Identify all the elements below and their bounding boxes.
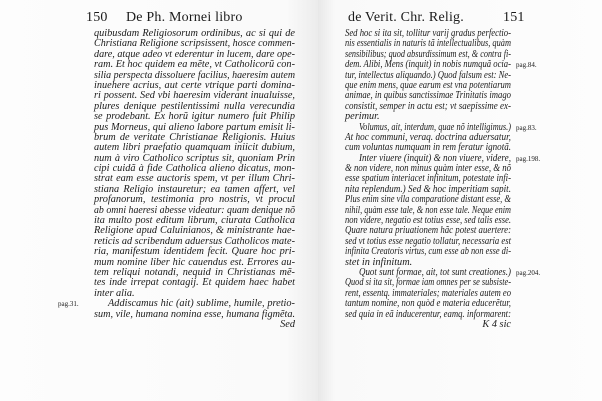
text-line-content: ria, manifestum identidem fecit. Quare hoc pri- [94,246,296,258]
text-line-content: sed vt totius esse negatio tollatur, necessaria est [345,235,511,247]
text-line-content: se prodebant. Ex horũ igitur numero fuit Philip [94,111,296,123]
text-line-content: mum nomine liber hic cauendus est. Errores au- [94,256,296,268]
text-line-content: tantum nomine, non quòd e materia educerẽtur, [345,298,512,310]
text-line-content: reticis ad scribendum aduersus Catholicos mate- [94,235,296,247]
text-line-content: sensibilibus; quod absurdissimum est, & contra fi- [345,48,511,60]
margin-note: pag.204. [516,269,541,278]
right-page [318,0,602,401]
text-line-content: tem reliqui notandi, nequid in Christianas mẽ- [94,266,295,278]
text-line-content: cum voluntas numquam in rem feratur ignotã. [345,142,511,154]
text-line-content: rent, essentq. immateriales; materiales autem eo [345,287,511,299]
text-line-content: Religione apud Caluinianos, & ministrante hae- [94,225,296,237]
text-line-content: animae, in quibus sanctissimae Trinitatis imago [345,90,511,102]
running-head: de Verit. Chr. Relig. [348,10,464,25]
text-line-content: perimur. [345,111,380,123]
text-line-content: Quod si ita sit, formae iam omnes per se subsiste- [345,277,512,289]
page-number: 150 [86,10,108,25]
text-line-content: At hoc communi, veraq. doctrina aduersatur, [345,131,511,143]
text-line-content: Quare natura priuationem hãc potest auertere: [345,225,512,237]
text-line-content: ri possent. Sed vbi haeresim viderant inualuisse, [94,90,295,102]
text-line [94,112,295,122]
text-line-content: Sed [280,318,295,330]
text-line-content: non videre, negatio est totius esse, sed talis esse. [345,215,511,227]
margin-note: pag.198. [516,154,541,163]
text-line-content: cipi cuidã à fide Catholica alieno dicatus, mon- [94,163,295,175]
page-number: 151 [503,10,525,25]
text-line-content: & non videre, non minus quàm inter esse, & nõ [345,163,512,175]
text-line [94,310,295,320]
text-line-content: pus Morneus, qui alieno labore partum emisit li- [94,121,295,133]
text-line-content: ram. Et hoc quidem ea mẽte, vt Catholicorũ con- [94,59,296,71]
text-line-content: Quot sunt formae, ait, tot sunt creationes.) [359,266,511,278]
text-line-content: nihil, quàm esse tale, & non esse tale. Neque enim [345,204,511,216]
text-line-content: plures denique pestilentissimi nulla verecundia [94,100,295,112]
text-line-content: nita replendum.) Sed & hoc imperitiam sapit. [345,183,511,195]
text-line-content: quibusdam Religiosorum ordinibus, ac si qui de [94,28,295,39]
text-line-content: dare, atque adeo vt ederentur in lucem, dare ope- [94,48,296,60]
margin-note: pag.31. [58,300,79,309]
text-line [345,320,511,330]
text-line-content: inuehere acrius, aut certe vtrique parti domina- [94,79,295,91]
text-line-content: stet in infinitum. [345,256,413,268]
text-line-content: Inter viuere (inquit) & non viuere, videre, [359,152,512,164]
margin-note: pag.84. [516,61,537,70]
text-line-content: profanorum, testimonia pro nostris, vt procul [94,194,295,206]
text-line-content: sed quia in eã inducerentur, eamq. informarent: [345,308,511,320]
text-line-content: brum de veritate Christianae Religionis. Huius [94,131,295,143]
text-line-content: Volumus, ait, interdum, quae nõ intelligimus.) [359,121,511,133]
text-line-content: Plus enim sine vlla comparatione distant esse, & [345,194,512,206]
text-block [94,29,295,330]
text-line-content: tur, intellectus aliquando.) Quod falsum est: Ne- [345,69,511,81]
text-line-content: ab omni haeresi abesse videatur: quam denique nõ [94,204,296,216]
text-line-content: consistit, semper in actu est; vt saepissime ex- [345,100,512,112]
text-line-content: Sed hoc si ita sit, tollitur varij gradus perfectio- [345,28,512,39]
text-line-content: stiana Religio instauretur; ea tamen affert, vel [94,183,295,195]
text-line-content: Christiana Religione scripsissent, hosce commen- [94,38,295,50]
text-line-content: sum, vile, humana nomina esse, humana figmẽta. [94,308,296,320]
text-line-content: K 4 sic [482,318,511,330]
text-line-content: que enim mens, quae earum est vna potentiarum [345,79,511,91]
text-line-content: ita multo post editum librum, ciurata Catholica [94,215,295,227]
text-line-content: strat eam esse auctoris spem, vt per illum Chri- [94,173,295,185]
text-line-content: dem. Alibi, Mens (inquit) in nobis numquã ocia- [345,59,511,71]
text-line-content: autem libri praefatio quamquam iniicit dubium, [94,142,295,154]
text-block [345,29,511,330]
text-line-content: num à viro Catholico scriptus sit, quoniam Prin [94,152,295,164]
text-line-content: tes inde irrepat contagij. Et quidem haec habet [94,277,295,289]
text-line [94,320,295,330]
text-line-content: silia perspecta dissoluere facilius, haeresim autem [94,69,296,81]
running-head: De Ph. Mornei libro [126,10,243,25]
text-line-content: inter alia. [94,287,135,299]
text-line-content: Addiscamus hic (ait) sublime, humile, pretio- [108,298,295,310]
margin-note: pag.83. [516,123,537,132]
text-line-content: esse spatium interiacet infinitum, potestate infi- [345,173,512,185]
text-line-content: nis essentialis in naturis tã intellectualibus, quàm [345,38,512,50]
text-line-content: infinita Creatoris virtus, cum esse ab non esse di- [345,246,511,258]
